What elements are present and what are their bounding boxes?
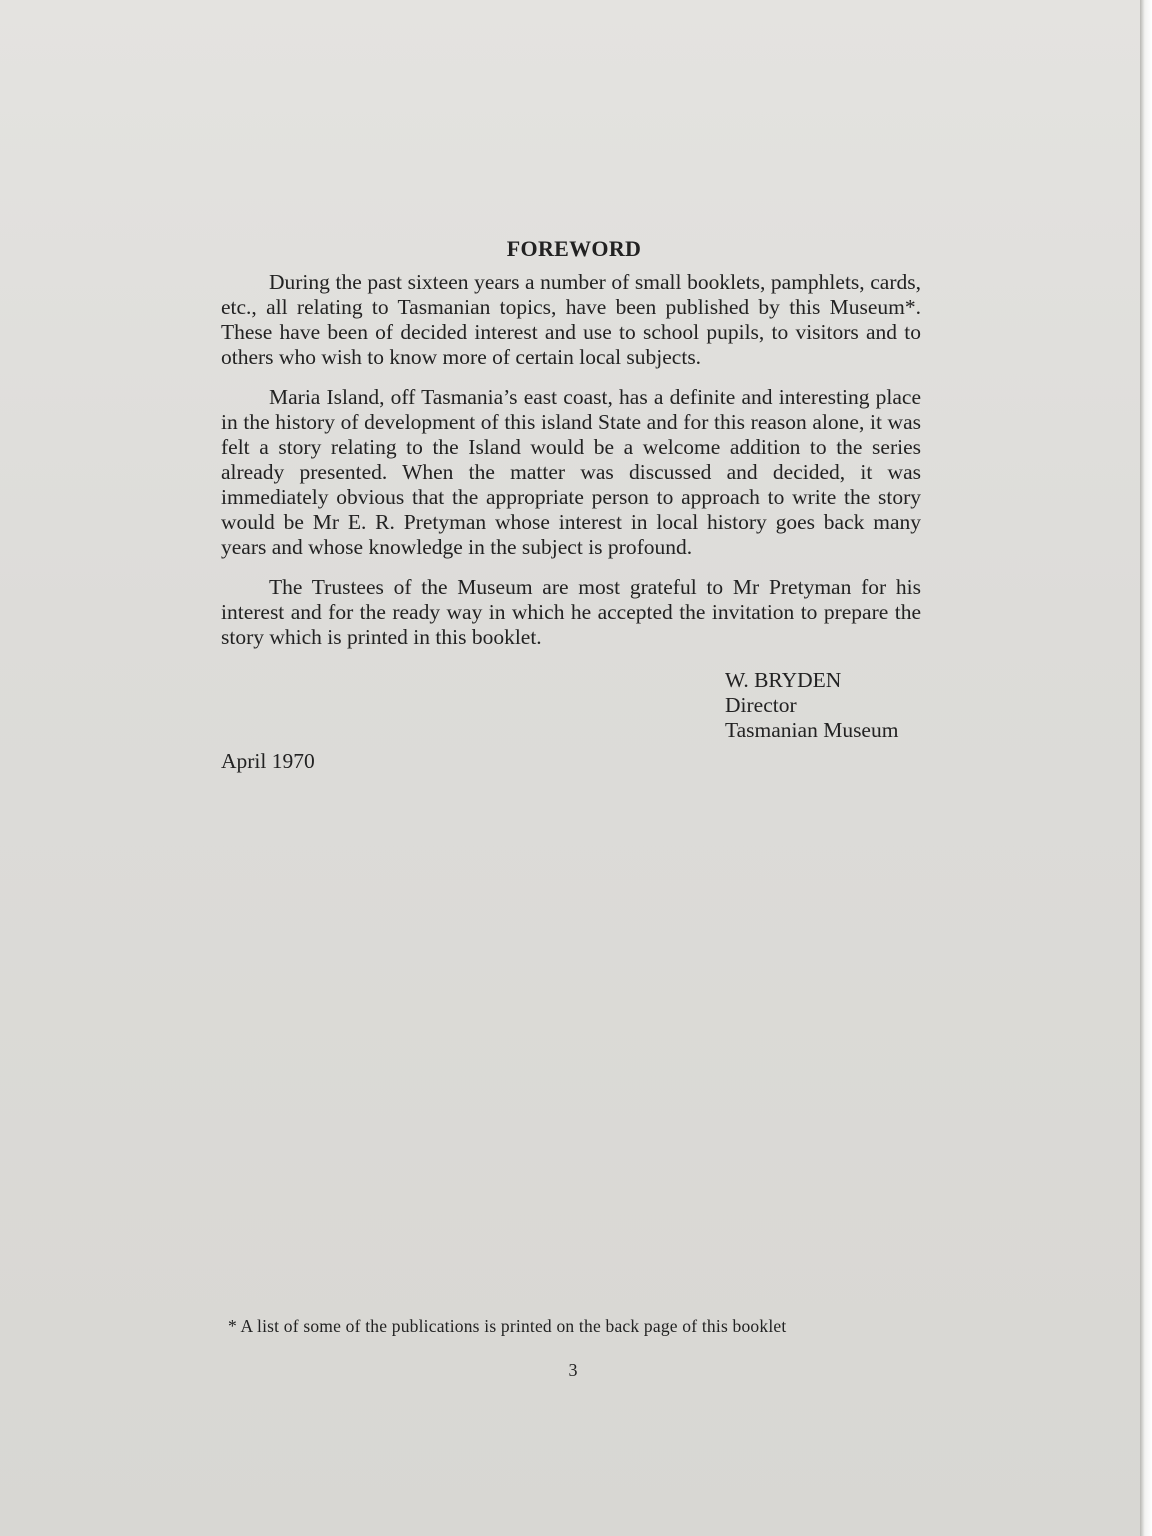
signature-block [725,668,921,743]
paragraph-1: During the past sixteen years a number of small booklets, pamphlets, cards, etc., all relating to Tasmanian topics, have been published by this Museum*. These have been of decided interest and use to school pupils, to visitors and to others who wish to know more of certain local subjects. [221,270,921,369]
foreword-content [221,236,921,774]
signatory-organization: Tasmanian Museum [725,718,899,742]
page-number: 3 [568,1360,578,1380]
signatory-name: W. BRYDEN [725,668,842,692]
foreword-heading: FOREWORD [506,236,642,261]
page-edge [1140,0,1152,1536]
paragraph-3: The Trustees of the Museum are most grateful to Mr Pretyman for his interest and for the ready way in which he accepted the invitation to prepare the story which is printed in this booklet. [221,575,921,649]
paragraph-2: Maria Island, off Tasmania’s east coast, has a definite and interesting place in the history of development of this island State and for this reason alone, it was felt a story relating to the Island would be a welcome addition to the series already presented. When the matter was discussed and decided, it was immediately obvious that the appropriate person to approach to write the story would be Mr E. R. Pretyman whose interest in local history goes back many years and whose knowledge in the subject is profound. [221,385,921,559]
footnote: * A list of some of the publications is printed on the back page of this booklet [228,1316,787,1336]
signatory-role: Director [725,693,797,717]
foreword-date: April 1970 [221,749,315,773]
